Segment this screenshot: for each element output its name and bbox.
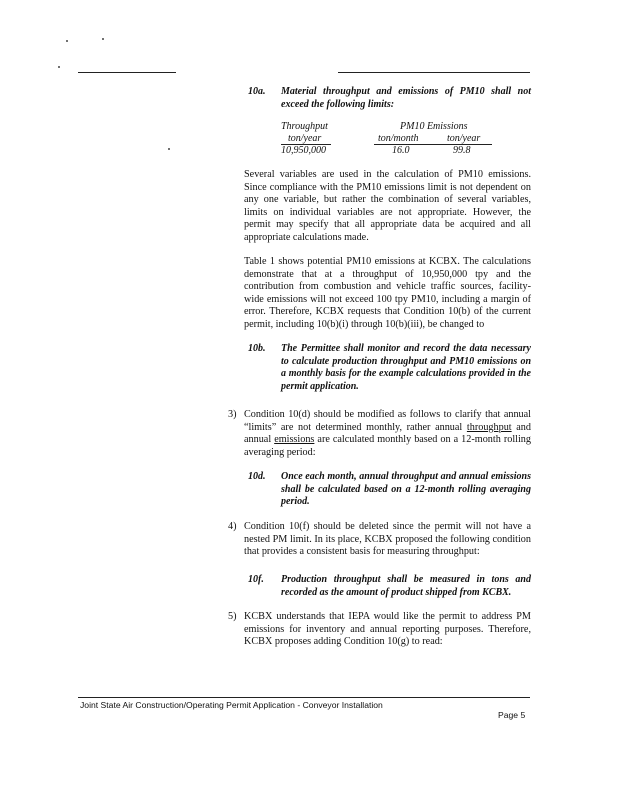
scan-speck [102,38,104,40]
table-group-header: PM10 Emissions [400,121,468,132]
paragraph-table1: Table 1 shows potential PM10 emissions at KCBX. The calculations demonstrate that at a throughput of 10,950,000 tpy and the contribution from combustion and vehicle traffic sources, facility-wide emissions will not exceed 100 tpy PM10, including a margin of error. Therefore, KCBX requests that Condition 10(b) of the current permit, including 10(b)(i) through 10(b)(iii), be changed to [244,256,531,330]
footer-title: Joint State Air Construction/Operating Permit Application - Conveyor Installation [80,700,383,710]
table-cell-throughput: 10,950,000 [281,145,326,156]
header-rule-left [78,72,176,73]
list-number-3: 3) [228,409,237,420]
table-header-underline-left [281,144,331,145]
condition-10f-text: Production throughput shall be measured in tons and recorded as the amount of product shipped from KCBX. [281,574,531,598]
table-col-month-unit: ton/month [378,133,419,144]
underlined-emissions: emissions [274,434,315,446]
list-number-5: 5) [228,611,237,622]
page-number: Page 5 [498,710,526,720]
footer-rule [78,697,530,698]
scan-speck [58,66,60,68]
list-item-4-text: Condition 10(f) should be deleted since the permit will not have a nested PM limit. In its place, KCBX proposed the following condition that provides a consistent basis for measuring throughput: [244,521,531,558]
table-col-year-unit: ton/year [447,133,481,144]
header-rule-right [338,72,530,73]
condition-10b-label: 10b. [248,343,266,354]
list-item-5-text: KCBX understands that IEPA would like the permit to address PM emissions for inventory and annual reporting purposes. Therefore, KCBX proposes adding Condition 10(g) to read: [244,611,531,648]
condition-10a-label: 10a. [248,86,266,97]
underlined-throughput: throughput [466,421,512,433]
condition-10b-text: The Permittee shall monitor and record the data necessary to calculate production throughput and PM10 emissions on a monthly basis for the example calculations provided in the permit application. [281,343,531,392]
list-number-4: 4) [228,521,237,532]
table-cell-month: 16.0 [392,145,410,156]
table-header-underline-right [374,144,492,145]
condition-10d-label: 10d. [248,471,266,482]
condition-10f-label: 10f. [248,574,264,585]
list-item-3-text: Condition 10(d) should be modified as follows to clarify that annual “limits” are not determined monthly, rather annual throughput and annual emissions are calculated monthly based on a 12-month rolling averaging period: [244,409,531,458]
table-cell-year: 99.8 [453,145,471,156]
condition-10d-text: Once each month, annual throughput and annual emissions shall be calculated based on a 12-month rolling averaging period. [281,471,531,508]
scan-speck [168,148,170,150]
scan-speck [66,40,68,42]
condition-10a-text: Material throughput and emissions of PM10 shall not exceed the following limits: [281,86,531,110]
table-col-throughput-header: Throughput [281,121,328,132]
paragraph-variables: Several variables are used in the calculation of PM10 emissions. Since compliance with the PM10 emissions limit is not dependent on any one variable, but rather the combination of several variables, limits on individual variables are not appropriate. However, the permit may specify that all appropriate data be acquired and all appropriate calculations made. [244,169,531,243]
table-col-throughput-unit: ton/year [288,133,322,144]
